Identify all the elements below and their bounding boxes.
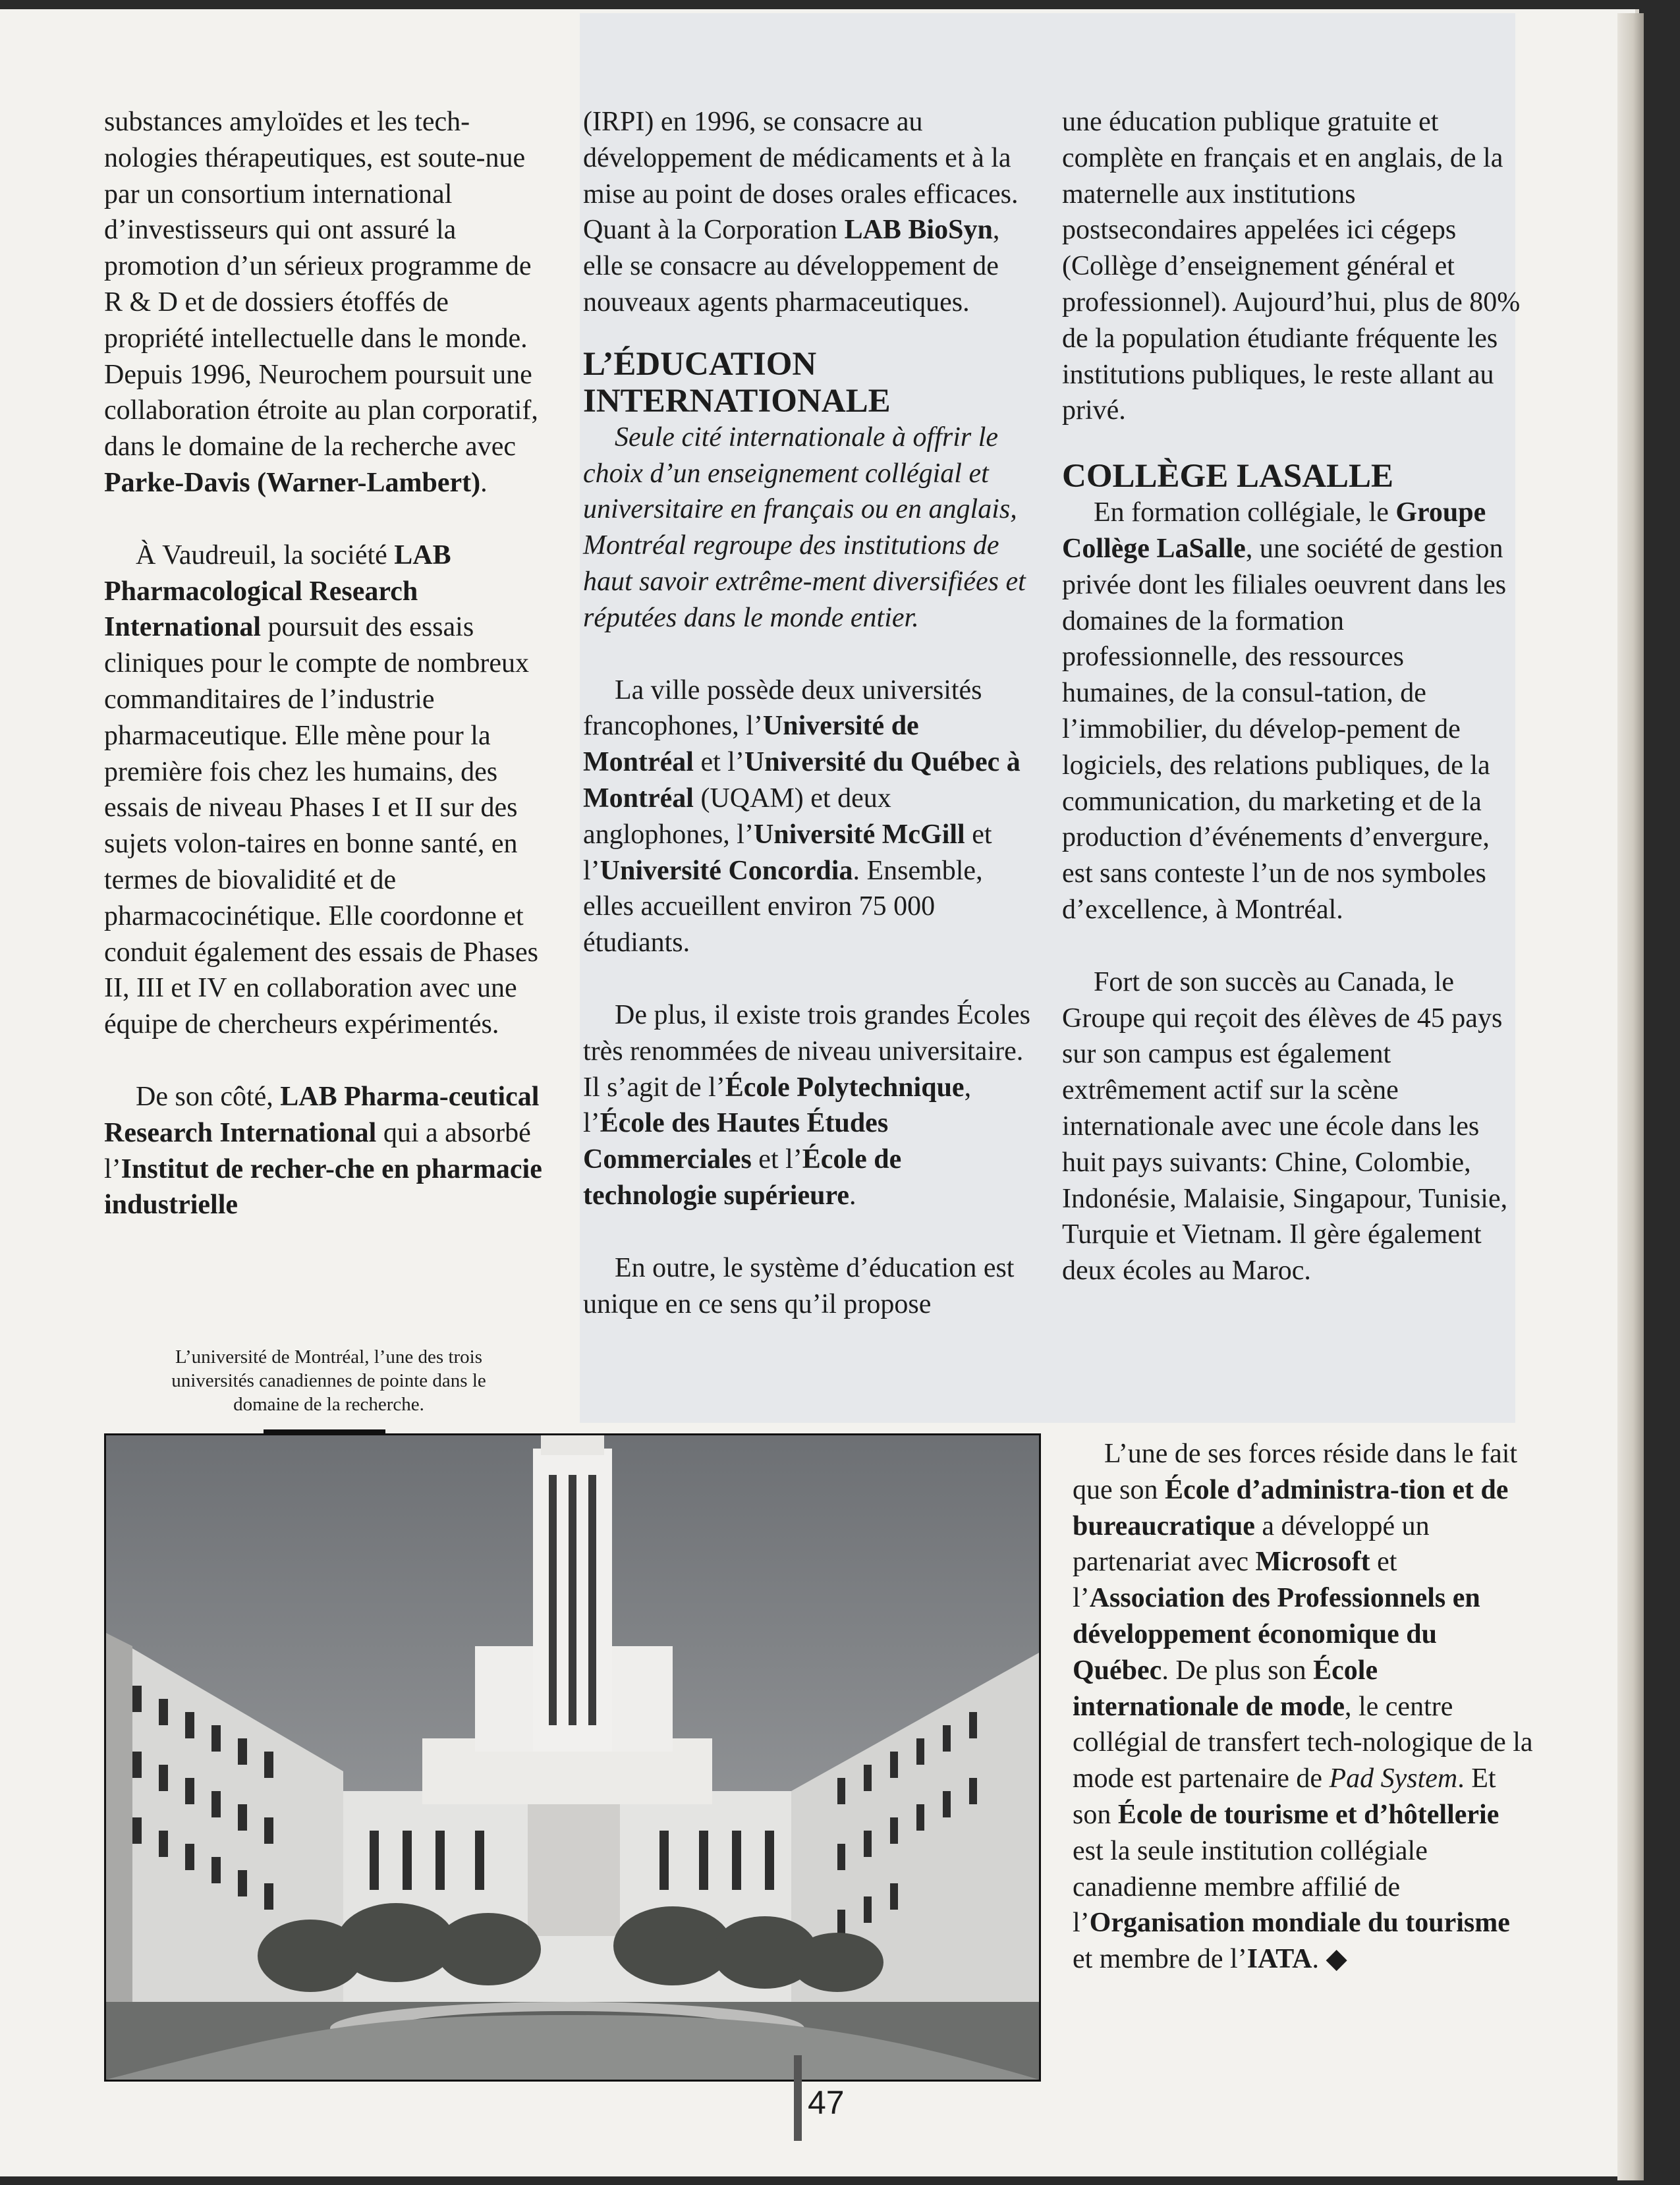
column-2 <box>583 104 1031 1322</box>
university-photo <box>104 1433 1041 2082</box>
column-3-lower <box>1073 1436 1534 1978</box>
col2-paragraph-4: En outre, le système d’éducation est unique en ce sens qu’il propose <box>583 1252 1015 1319</box>
col3-paragraph-3: Fort de son succès au Canada, le Groupe qui reçoit des élèves de 45 pays sur son campus est également extrêmement actif sur la scène internationale avec une école dans les huit pays suivants: Chine, Colombie, Indonésie, Malaisie, Singapour, Tunisie, Turquie et Vietnam. Il gère également deux écoles au Maroc. <box>1062 966 1508 1286</box>
page-edge <box>1617 13 1644 2180</box>
col1-paragraph-1: substances amyloïdes et les tech-nologies thérapeutiques, est soute-nue par un consortium international d’investisseurs qui ont assuré la promotion d’un sérieux programme de R & D et de dossiers étoffés de propriété intellectuelle dans le monde. Depuis 1996, Neurochem poursuit une collaboration étroite au plan corporatif, dans le domaine de la recherche avec Parke-Davis (Warner-Lambert). <box>104 107 538 498</box>
col3-paragraph-4: L’une de ses forces réside dans le fait que son École d’administra-tion et de bureaucratique a développé un partenariat avec Microsoft et l’Association des Professionnels en développement économique du Québec. De plus son École internationale de mode, le centre collégial de transfert tech-nologique de la mode est partenaire de Pad System. Et son École de tourisme et d’hôtellerie est la seule institution collégiale canadienne membre affilié de l’Organisation mondiale du tourisme et membre de l’IATA. ◆ <box>1073 1439 1533 1975</box>
heading-college-lasalle: COLLÈGE LASALLE <box>1062 458 1394 495</box>
col1-paragraph-2: À Vaudreuil, la société LAB Pharmacological Research International poursuit des essais cliniques pour le compte de nombreux commanditaires de l’industrie pharmaceutique. Elle mène pour la première fois chez les humains, des essais de niveau Phases I et II sur des sujets volon-taires en bonne santé, en termes de biovalidité et de pharmacocinétique. Elle coordonne et conduit également des essais de Phases II, III et IV en collaboration avec une équipe de chercheurs expérimentés. <box>104 539 538 1040</box>
col1-paragraph-3: De son côté, LAB Pharma-ceutical Research International qui a absorbé l’Institut de recher-che en pharmacie industrielle <box>104 1081 542 1221</box>
col2-paragraph-3: De plus, il existe trois grandes Écoles très renommées de niveau universitaire. Il s’agit de l’École Polytechnique, l’École des Hautes Études Commerciales et l’École de technologie supérieure. <box>583 999 1031 1211</box>
photo-caption: L’université de Montréal, l’une des trois universités canadiennes de pointe dans le domaine de la recherche. <box>171 1346 486 1415</box>
col3-paragraph-1: une éducation publique gratuite et complète en français et en anglais, de la maternelle aux institutions postsecondaires appelées ici cégeps (Collège d’enseignement général et professionnel). Aujourd’hui, plus de 80% de la population étudiante fréquente les institutions publiques, le reste allant au privé. <box>1062 107 1521 426</box>
column-1 <box>104 104 552 1223</box>
page-number: 47 <box>808 2084 845 2121</box>
column-3 <box>1062 104 1523 1289</box>
page-number-bar <box>794 2055 802 2141</box>
col2-paragraph-1: (IRPI) en 1996, se consacre au développement de médicaments et à la mise au point de doses orales efficaces. Quant à la Corporation LAB BioSyn, elle se consacre au développement de nouveaux agents pharmaceutiques. <box>583 107 1019 318</box>
col2-lead-paragraph: Seule cité internationale à offrir le choix d’un enseignement collégial et universitaire en français ou en anglais, Montréal regroupe des institutions de haut savoir extrême-ment diversifiées et réputées dans le monde entier. <box>583 422 1026 633</box>
col3-paragraph-2: En formation collégiale, le Groupe Collège LaSalle, une société de gestion privée dont les filiales oeuvrent dans les domaines de la formation professionnelle, des ressources humaines, de la consul-tation, de l’immobilier, du dévelop-pement de logiciels, des relations publiques, de la communication, du marketing et de la production d’événements d’envergure, est sans conteste l’un de nos symboles d’excellence, à Montréal. <box>1062 497 1507 925</box>
heading-education-internationale: L’ÉDUCATION INTERNATIONALE <box>583 345 891 420</box>
col2-paragraph-2: La ville possède deux universités francophones, l’Université de Montréal et l’Université du Québec à Montréal (UQAM) et deux anglophones, l’Université McGill et l’Université Concordia. Ensemble, elles accueillent environ 75 000 étudiants. <box>583 675 1021 958</box>
